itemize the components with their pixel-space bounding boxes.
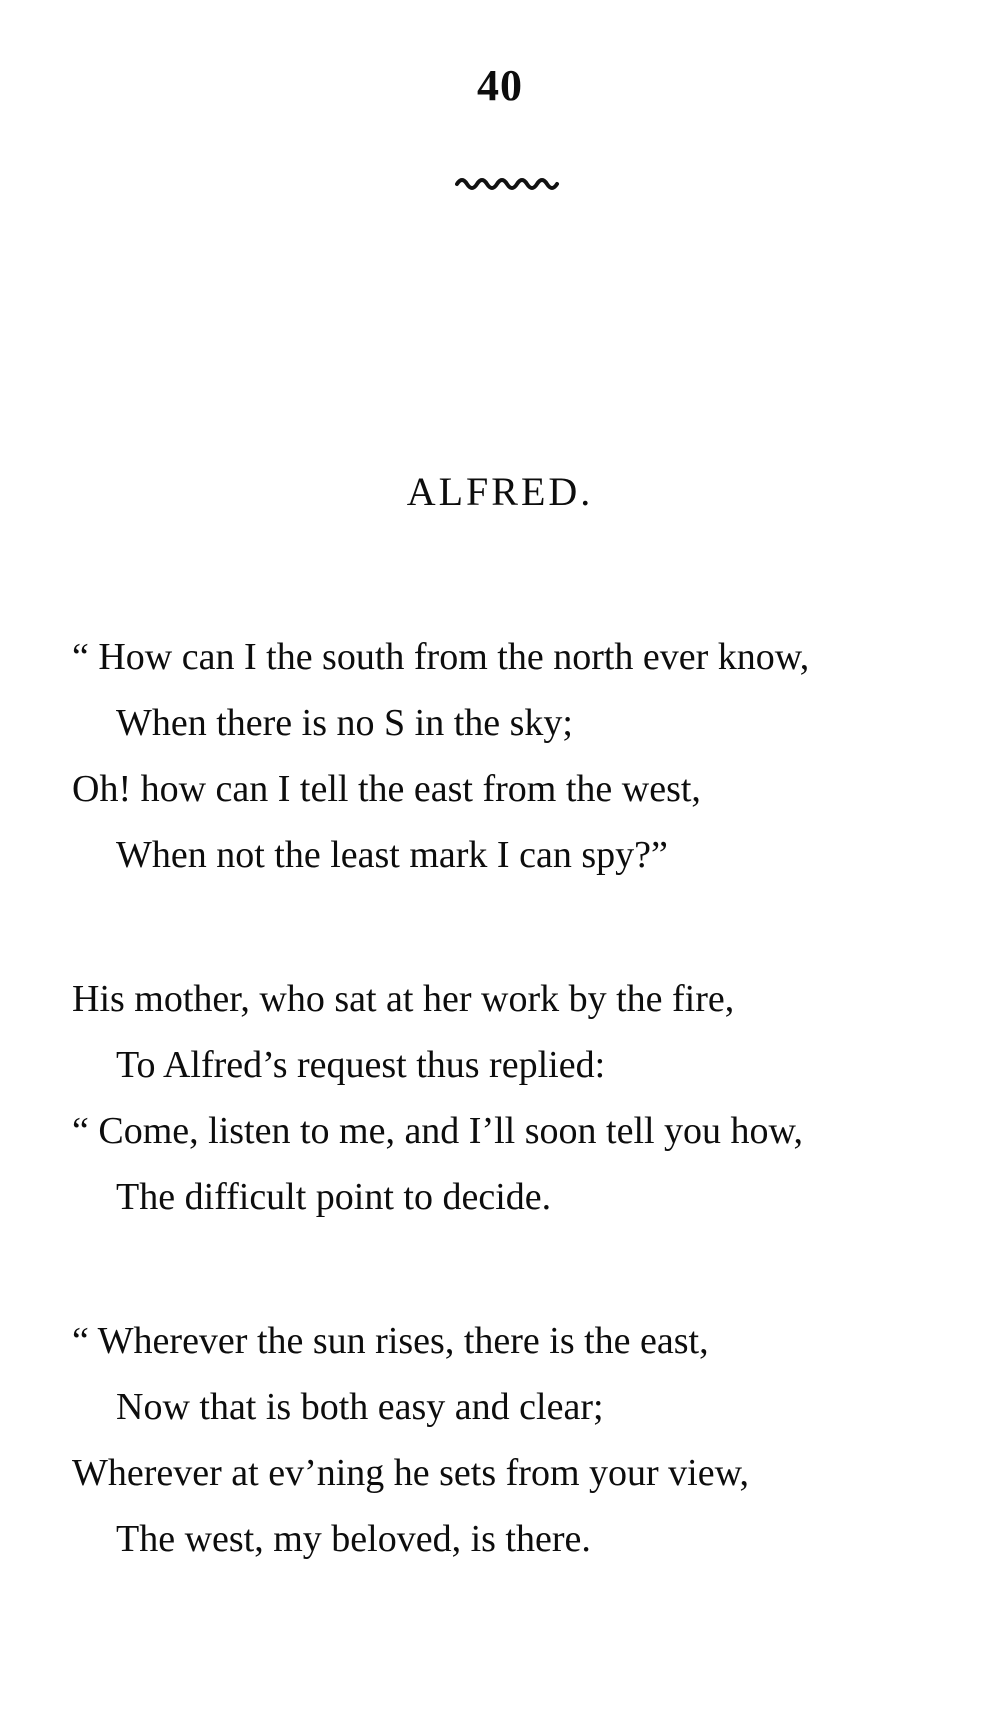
stanza-1 [72, 624, 972, 888]
wavy-line-ornament-icon [455, 174, 563, 194]
poem-line: The difficult point to decide. [116, 1176, 552, 1218]
poem-line: When not the least mark I can spy?” [116, 834, 668, 876]
stanza-3 [72, 1308, 972, 1572]
poem-line: To Alfred’s request thus replied: [116, 1044, 606, 1086]
poem-line: His mother, who sat at her work by the fire, [72, 978, 735, 1020]
poem-line: Wherever at ev’ning he sets from your view, [72, 1452, 750, 1494]
poem-line: “ How can I the south from the north ever know, [72, 636, 810, 678]
poem-line: “ Come, listen to me, and I’ll soon tell you how, [72, 1110, 804, 1152]
stanza-2 [72, 966, 972, 1230]
poem-title: ALFRED. [406, 469, 594, 514]
poem-line: Oh! how can I tell the east from the west, [72, 768, 701, 810]
poem-line: Now that is both easy and clear; [116, 1386, 604, 1428]
poem-line: “ Wherever the sun rises, there is the east, [72, 1320, 709, 1362]
poem-line: The west, my beloved, is there. [116, 1518, 591, 1560]
poem-line: When there is no S in the sky; [116, 702, 573, 744]
page-number: 40 [477, 61, 523, 110]
